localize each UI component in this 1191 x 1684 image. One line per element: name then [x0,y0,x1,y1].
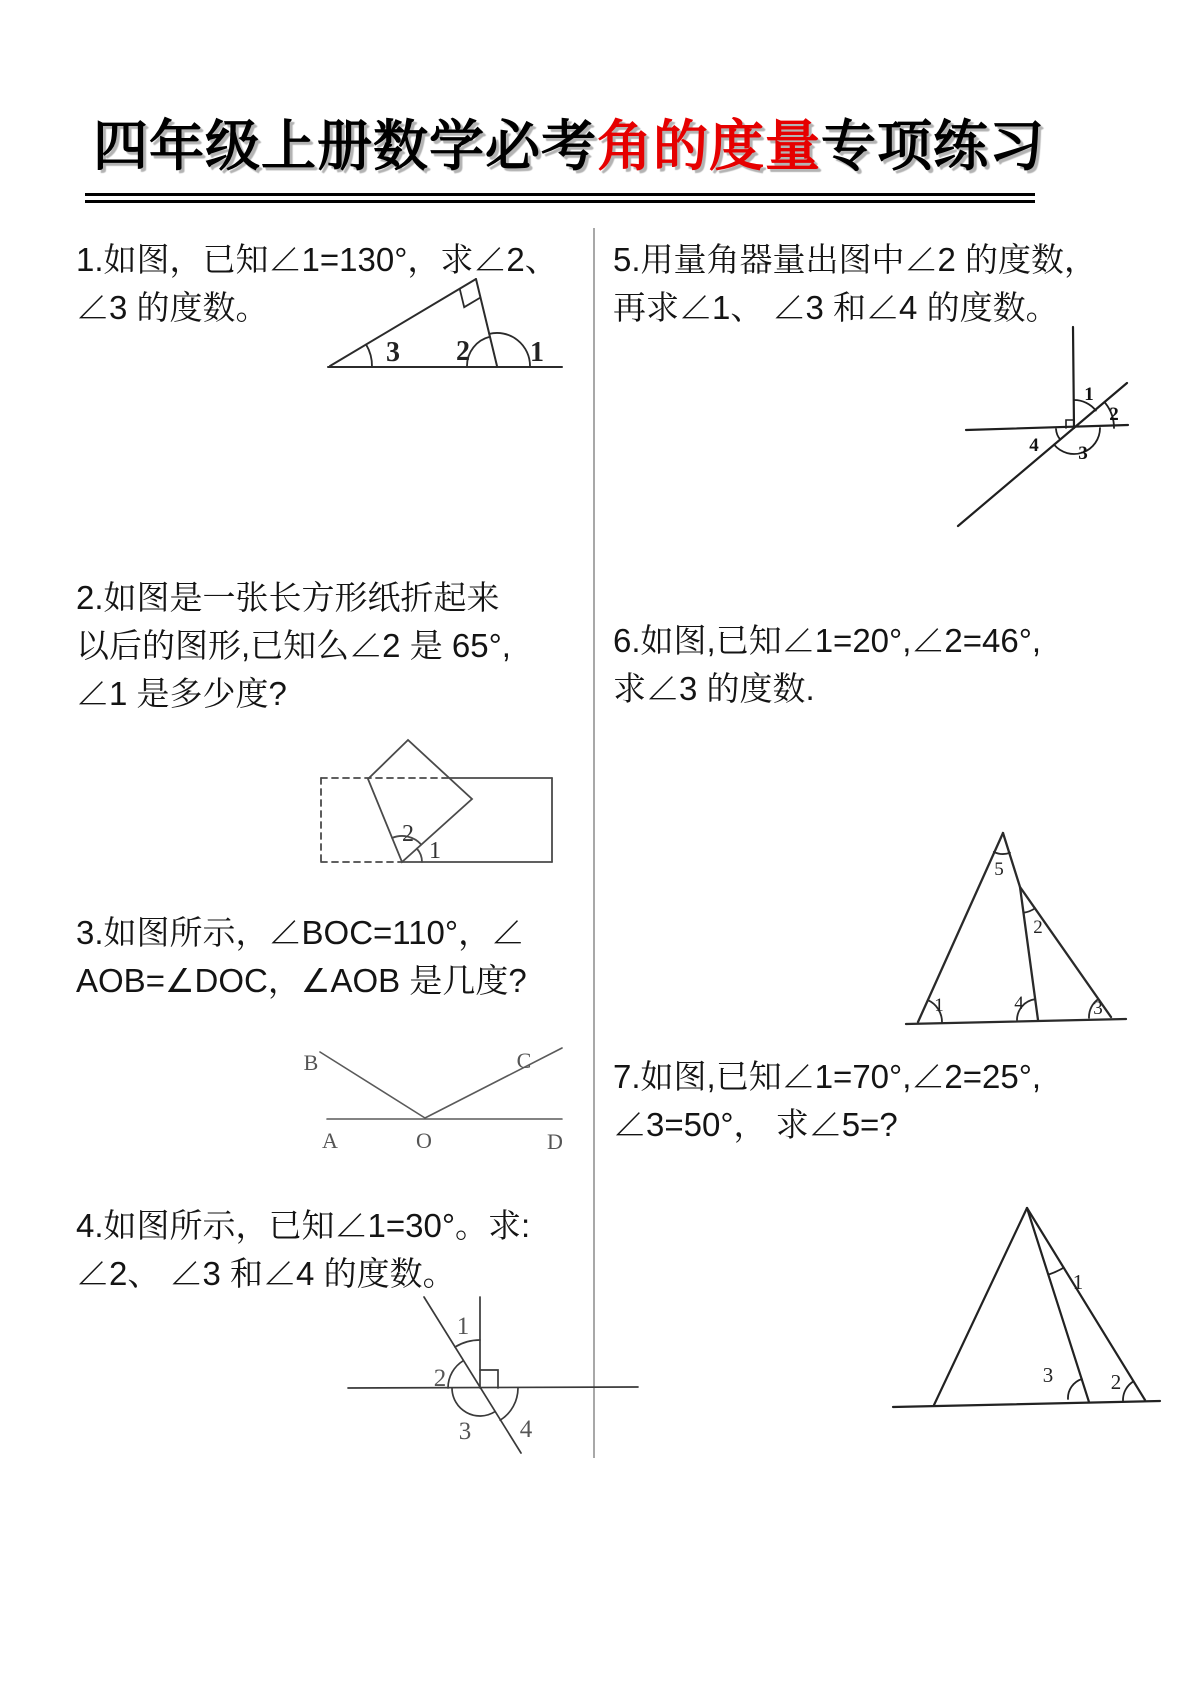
problem-5-line-1: 5.用量角器量出图中∠2 的度数， [613,241,1098,278]
p5-diagram [958,327,1128,526]
p4-label-3: 3 [458,1418,472,1445]
p6-base-line [906,1019,1126,1024]
p5-arc-angle3 [1054,428,1100,454]
p4-arc-angle1 [455,1340,480,1347]
problem-6-line-2: 求∠3 的度数. [613,670,815,707]
p4-horizontal-line [348,1387,638,1388]
p1-diagram [328,279,562,368]
problem-1-line-2: ∠3 的度数。 [76,289,269,326]
p5-horizontal-line [966,425,1128,430]
p7-base-line [893,1401,1160,1407]
p1-right-angle-mark [460,289,481,308]
p1-label-1: 1 [530,337,544,368]
p3-label-D: D [547,1129,563,1154]
problem-7-line-1: 7.如图,已知∠1=70°,∠2=25°, [613,1058,1042,1095]
p5-arc-angle4 [1056,429,1060,440]
p6-arc-angle5 [994,852,1010,854]
p4-right-angle-mark [480,1370,498,1388]
p3-diagram [304,1048,563,1154]
p2-diagram [321,740,552,864]
problem-2-line-3: ∠1 是多少度? [76,675,287,712]
p4-diagram [348,1297,638,1453]
p7-cevian [1027,1208,1089,1402]
p6-diagram [906,833,1126,1024]
p5-vertical-line [1073,327,1074,428]
p1-label-3: 3 [386,337,400,368]
problem-3-line-2: AOB=∠DOC，∠AOB 是几度? [76,962,527,999]
p4-arc-angle2 [448,1361,463,1388]
p1-right-side [476,279,497,366]
p1-label-2: 2 [456,336,470,367]
p1-arc-angle3 [366,345,372,368]
p4-label-2: 2 [433,1365,447,1392]
p2-arc-angle1 [417,849,422,862]
problem-1-line-1: 1.如图，已知∠1=130°，求∠2、 [76,241,558,278]
p4-arc-angle4 [500,1388,518,1420]
p1-left-side [330,279,476,366]
p5-label-4: 4 [1029,435,1039,456]
p4-label-4: 4 [519,1416,533,1443]
p3-label-C: C [516,1048,532,1073]
title-prefix: 四年级上册数学必考 [93,115,598,177]
problem-7-line-2: ∠3=50°， 求∠5=? [613,1106,898,1143]
p7-label-2: 2 [1110,1370,1122,1394]
p6-label-2: 2 [1033,917,1043,938]
p2-label-2: 2 [402,821,414,847]
problem-4-line-2: ∠2、 ∠3 和∠4 的度数。 [76,1255,456,1292]
p6-label-1: 1 [934,995,944,1016]
p3-label-O: O [416,1128,432,1153]
p3-ray-OC [425,1048,562,1118]
p7-arc-angle3 [1068,1379,1082,1399]
problem-2-line-2: 以后的图形,已知么∠2 是 65°, [76,627,511,664]
p7-left-side [934,1208,1027,1405]
p5-label-3: 3 [1078,443,1088,464]
p5-oblique-line [958,383,1127,526]
title-suffix: 专项练习 [821,115,1046,177]
p1-arc-angle2 [467,337,490,366]
p7-arc-angle1 [1048,1268,1063,1275]
p3-label-B: B [303,1050,319,1075]
p3-ray-OB [320,1052,425,1118]
problem-2-line-1: 2.如图是一张长方形纸折起来 [76,579,500,616]
p2-label-1: 1 [429,838,441,864]
title-highlight: 角的度量 [597,115,822,177]
p7-label-3: 3 [1042,1363,1054,1387]
p6-label-4: 4 [1014,993,1024,1014]
p7-arc-angle2 [1123,1381,1134,1400]
p7-label-1: 1 [1072,1270,1084,1294]
p5-label-2: 2 [1109,404,1119,425]
p6-arc-angle2 [1024,908,1035,913]
p3-label-A: A [322,1128,338,1153]
problem-3-line-1: 3.如图所示，∠BOC=110°，∠ [76,914,525,951]
p6-left-side [918,833,1003,1022]
p4-label-1: 1 [456,1313,470,1340]
p5-label-1: 1 [1084,384,1094,405]
p6-label-3: 3 [1093,998,1103,1019]
problem-5-line-2: 再求∠1、 ∠3 和∠4 的度数。 [613,289,1059,326]
problem-4-line-1: 4.如图所示，已知∠1=30°。求: [76,1207,531,1244]
p6-label-5: 5 [994,859,1004,880]
problem-6-line-1: 6.如图,已知∠1=20°,∠2=46°, [613,622,1042,659]
p6-right-side [1003,833,1111,1017]
p7-diagram [893,1208,1160,1407]
